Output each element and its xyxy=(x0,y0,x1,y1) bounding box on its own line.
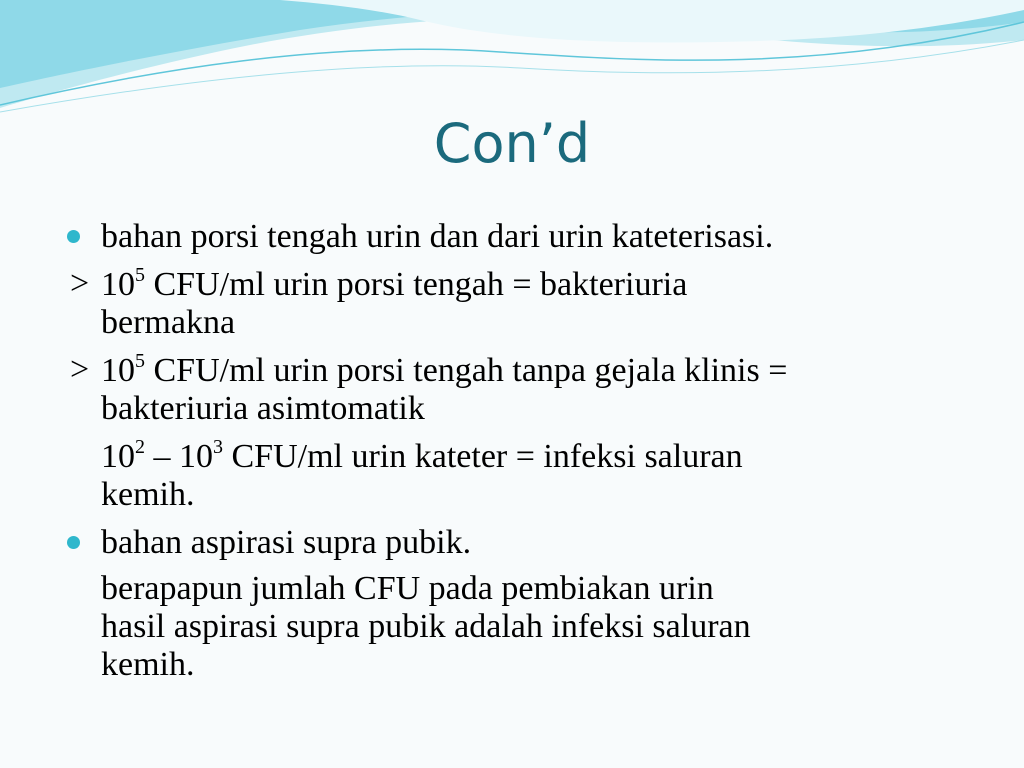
base-number: 10 xyxy=(101,352,135,389)
list-item-3: > $10^5$ CFU/ml urin porsi tengah tanpa gejala klinis = bakteriuria asimtomatik xyxy=(60,352,980,428)
slide-body xyxy=(60,218,980,694)
exponent: 3 xyxy=(213,435,223,458)
base-number: 10 xyxy=(179,438,213,475)
list-item-continuation: bermakna xyxy=(101,304,236,341)
slide-title: Con’d xyxy=(433,112,591,175)
list-item-5 xyxy=(60,524,980,562)
list-item-text: CFU/ml urin kateter = infeksi saluran xyxy=(223,438,743,475)
exponent: 5 xyxy=(135,349,145,372)
base-number: 10 xyxy=(101,266,135,303)
list-item-continuation: kemih. xyxy=(101,476,195,513)
list-item-continuation: hasil aspirasi supra pubik adalah infeksi saluran xyxy=(101,608,751,645)
bullet-dot xyxy=(67,230,80,243)
exponent: 2 xyxy=(135,435,145,458)
bullet-dot xyxy=(67,536,80,549)
list-item-2: > $10^5$ CFU/ml urin porsi tengah = bakteriuria bermakna xyxy=(60,266,980,342)
list-item-6 xyxy=(60,570,980,684)
list-item-text: bahan aspirasi supra pubik. xyxy=(101,524,472,561)
list-item-4 xyxy=(60,435,980,514)
list-item-continuation: kemih. xyxy=(101,646,195,683)
base-number: 10 xyxy=(101,438,135,475)
exponent: 5 xyxy=(135,263,145,286)
list-item-text: CFU/ml urin porsi tengah tanpa gejala klinis = xyxy=(145,352,788,389)
range-dash: – xyxy=(145,438,179,475)
list-item-continuation: bakteriuria asimtomatik xyxy=(101,390,425,427)
list-item-text: berapapun jumlah CFU pada pembiakan urin xyxy=(101,570,714,607)
list-item-1 xyxy=(60,218,980,256)
list-item-text: bahan porsi tengah urin dan dari urin kateterisasi. xyxy=(101,218,774,255)
list-item-text: CFU/ml urin porsi tengah = bakteriuria xyxy=(145,266,688,303)
